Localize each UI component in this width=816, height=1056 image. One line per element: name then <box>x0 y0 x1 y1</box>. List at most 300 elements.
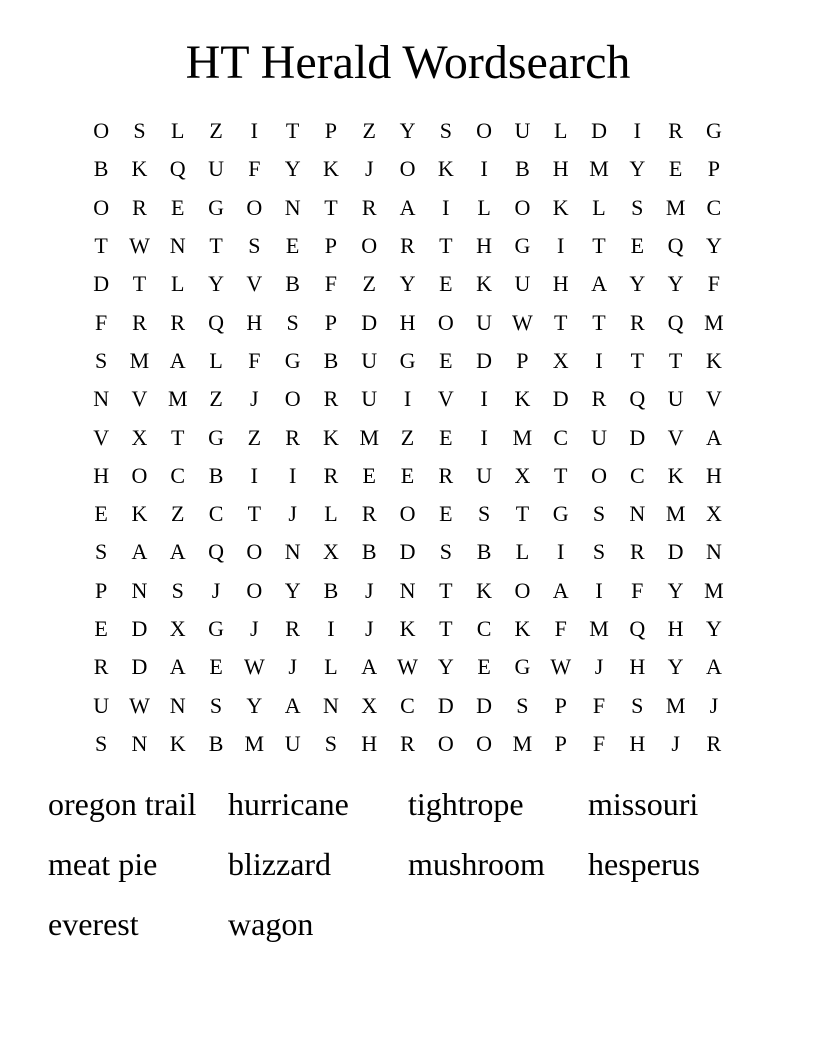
grid-letter: F <box>592 692 606 718</box>
grid-letter: I <box>557 233 565 259</box>
grid-letter: O <box>246 539 263 565</box>
grid-letter: E <box>439 271 453 297</box>
grid-letter: T <box>439 233 453 259</box>
grid-letter: M <box>167 386 188 412</box>
grid-letter: K <box>169 730 186 756</box>
grid-letter: N <box>629 501 646 527</box>
grid-row <box>82 457 734 495</box>
grid-row <box>82 342 734 380</box>
grid-letter: Z <box>209 386 223 412</box>
grid-letter: K <box>552 194 569 220</box>
grid-letter: W <box>397 654 418 680</box>
grid-letter: G <box>208 194 224 220</box>
grid-letter: U <box>591 424 607 450</box>
grid-letter: G <box>514 654 531 680</box>
grid-letter: E <box>630 233 645 259</box>
grid-letter: A <box>169 347 186 373</box>
grid-letter: O <box>93 118 110 144</box>
grid-letter: S <box>439 539 452 565</box>
grid-letter: S <box>286 309 299 335</box>
grid-letter: I <box>480 156 488 182</box>
word-list-item: missouri <box>588 786 699 822</box>
grid-letter: D <box>591 118 607 144</box>
grid-letter: U <box>476 309 493 335</box>
grid-letter: O <box>476 730 493 756</box>
grid-letter: R <box>361 501 377 527</box>
grid-letter: Y <box>705 233 722 259</box>
grid-letter: H <box>399 309 416 335</box>
grid-letter: I <box>288 462 297 488</box>
page-title: HT Herald Wordsearch <box>185 36 631 89</box>
grid-letter: Y <box>399 118 416 144</box>
grid-letter: T <box>439 616 453 641</box>
grid-letter: E <box>400 462 415 488</box>
grid-letter: F <box>707 271 721 297</box>
grid-letter: A <box>705 424 722 450</box>
grid-letter: T <box>553 309 568 335</box>
grid-letter: V <box>246 271 263 297</box>
grid-letter: D <box>667 539 684 565</box>
grid-letter: J <box>250 616 259 641</box>
grid-letter: J <box>709 692 719 718</box>
grid-letter: O <box>399 156 416 182</box>
grid-letter: B <box>208 462 224 488</box>
grid-letter: R <box>132 194 147 220</box>
word-list-item: mushroom <box>408 846 545 882</box>
grid-letter: X <box>169 616 186 641</box>
grid-letter: S <box>248 233 261 259</box>
grid-letter: P <box>554 730 567 756</box>
grid-letter: E <box>439 501 453 527</box>
grid-letter: S <box>324 730 338 756</box>
grid-letter: J <box>211 577 221 603</box>
grid-letter: R <box>400 233 415 259</box>
grid-letter: L <box>515 539 530 565</box>
grid-letter: E <box>439 347 453 373</box>
grid-letter: E <box>94 616 108 641</box>
grid-letter: H <box>629 654 646 680</box>
grid-letter: E <box>362 462 376 488</box>
grid-letter: N <box>399 577 416 603</box>
grid-letter: I <box>633 118 641 144</box>
grid-letter: J <box>364 156 374 182</box>
grid-letter: L <box>171 118 185 144</box>
grid-letter: R <box>361 194 377 220</box>
grid-letter: T <box>247 501 262 527</box>
grid-letter: S <box>439 118 452 144</box>
grid-letter: O <box>131 462 148 488</box>
grid-letter: P <box>324 233 338 259</box>
word-list-item: hurricane <box>228 786 349 822</box>
grid-letter: E <box>285 233 300 259</box>
grid-letter: Q <box>629 386 646 412</box>
grid-letter: H <box>629 730 646 756</box>
grid-letter: A <box>552 577 569 603</box>
grid-letter: L <box>209 347 223 373</box>
grid-letter: M <box>129 347 150 373</box>
grid-letter: E <box>94 501 108 527</box>
grid-letter: K <box>476 271 493 297</box>
grid-letter: J <box>288 501 297 527</box>
grid-letter: H <box>361 730 378 756</box>
grid-letter: H <box>552 271 569 297</box>
grid-letter: C <box>170 462 186 488</box>
grid-row <box>82 495 734 533</box>
grid-letter: P <box>95 577 108 603</box>
grid-letter: S <box>477 501 491 527</box>
grid-letter: U <box>93 692 110 718</box>
word-list-item: wagon <box>228 906 314 942</box>
grid-letter: R <box>591 386 607 412</box>
grid-letter: A <box>169 539 186 565</box>
grid-letter: K <box>705 347 722 373</box>
grid-letter: H <box>246 309 263 335</box>
grid-letter: Z <box>362 118 376 144</box>
grid-letter: G <box>514 233 531 259</box>
grid-letter: I <box>595 577 603 603</box>
grid-letter: N <box>93 386 110 412</box>
grid-letter: S <box>631 194 644 220</box>
grid-letter: M <box>704 309 724 335</box>
grid-letter: C <box>706 194 722 220</box>
grid-letter: R <box>285 616 300 641</box>
grid-letter: P <box>324 309 338 335</box>
grid-letter: R <box>93 654 109 680</box>
grid-letter: U <box>514 271 531 297</box>
grid-letter: O <box>514 577 531 603</box>
grid-letter: B <box>515 156 530 182</box>
grid-letter: M <box>512 424 533 450</box>
grid-row <box>82 112 734 150</box>
grid-letter: M <box>512 730 533 756</box>
grid-letter: K <box>514 616 531 641</box>
grid-letter: S <box>95 347 108 373</box>
grid-letter: J <box>250 386 259 412</box>
grid-letter: T <box>592 309 606 335</box>
grid-letter: I <box>327 616 335 641</box>
grid-letter: T <box>132 271 147 297</box>
grid-letter: W <box>129 233 150 259</box>
grid-letter: Y <box>284 156 301 182</box>
grid-letter: R <box>668 118 683 144</box>
word-list-item: meat pie <box>48 846 158 882</box>
grid-letter: F <box>248 156 261 182</box>
grid-letter: H <box>667 616 684 641</box>
word-list-item: tightrope <box>408 786 524 822</box>
grid-letter: N <box>284 539 301 565</box>
grid-row <box>82 265 734 303</box>
grid-letter: O <box>93 194 110 220</box>
grid-letter: S <box>631 692 644 718</box>
grid-letter: E <box>171 194 185 220</box>
grid-letter: Z <box>171 501 185 527</box>
grid-letter: E <box>477 654 491 680</box>
grid-letter: K <box>322 156 339 182</box>
grid-letter: D <box>131 616 148 641</box>
grid-letter: D <box>131 654 148 680</box>
grid-letter: Y <box>667 271 684 297</box>
grid-letter: S <box>95 730 108 756</box>
grid-letter: S <box>516 692 529 718</box>
grid-letter: Q <box>667 233 684 259</box>
word-list-item: hesperus <box>588 846 700 882</box>
grid-letter: X <box>705 501 722 527</box>
grid-letter: N <box>284 194 301 220</box>
grid-letter: B <box>476 539 492 565</box>
grid-letter: H <box>552 156 569 182</box>
grid-row <box>82 572 734 610</box>
grid-letter: C <box>208 501 224 527</box>
grid-letter: D <box>361 309 378 335</box>
grid-letter: F <box>554 616 567 641</box>
grid-letter: J <box>671 730 680 756</box>
grid-letter: S <box>133 118 146 144</box>
grid-letter: Q <box>629 616 646 641</box>
grid-letter: Y <box>667 577 684 603</box>
grid-row <box>82 150 734 188</box>
grid-letter: D <box>476 347 493 373</box>
grid-letter: L <box>477 194 491 220</box>
grid-letter: N <box>705 539 722 565</box>
grid-letter: G <box>208 424 224 450</box>
grid-letter: F <box>95 309 108 335</box>
grid-letter: J <box>288 654 297 680</box>
grid-letter: B <box>285 271 300 297</box>
grid-letter: K <box>322 424 339 450</box>
grid-letter: V <box>705 386 722 412</box>
grid-letter: R <box>629 539 645 565</box>
grid-letter: G <box>399 347 416 373</box>
grid-letter: O <box>246 577 263 603</box>
grid-letter: T <box>439 577 453 603</box>
grid-letter: K <box>131 501 148 527</box>
grid-letter: G <box>208 616 224 641</box>
grid-letter: Y <box>629 156 646 182</box>
grid-letter: T <box>630 347 645 373</box>
word-list-item: blizzard <box>228 846 332 882</box>
grid-letter: F <box>592 730 606 756</box>
grid-letter: Z <box>362 271 376 297</box>
grid-letter: Y <box>705 616 722 641</box>
grid-letter: N <box>322 692 339 718</box>
grid-letter: B <box>323 577 339 603</box>
grid-letter: V <box>437 386 454 412</box>
grid-letter: O <box>476 118 493 144</box>
grid-letter: P <box>516 347 529 373</box>
grid-letter: L <box>553 118 568 144</box>
grid-letter: T <box>209 233 223 259</box>
grid-row <box>82 725 734 763</box>
grid-letter: D <box>93 271 110 297</box>
grid-letter: T <box>515 501 530 527</box>
grid-letter: M <box>665 692 686 718</box>
grid-letter: S <box>592 501 606 527</box>
grid-letter: N <box>169 233 186 259</box>
word-list-item: oregon trail <box>48 786 197 822</box>
grid-letter: L <box>324 501 338 527</box>
word-list-item: everest <box>48 906 139 942</box>
grid-letter: R <box>323 386 339 412</box>
grid-letter: I <box>595 347 603 373</box>
grid-letter: M <box>589 156 609 182</box>
grid-letter: S <box>95 539 108 565</box>
grid-letter: M <box>589 616 609 641</box>
grid-letter: U <box>284 730 301 756</box>
grid-letter: Z <box>400 424 415 450</box>
letter-grid <box>82 112 734 763</box>
grid-row <box>82 227 734 265</box>
grid-letter: Y <box>667 654 684 680</box>
grid-letter: I <box>250 462 258 488</box>
grid-letter: M <box>665 194 686 220</box>
grid-row <box>82 418 734 456</box>
grid-letter: V <box>667 424 684 450</box>
grid-letter: A <box>361 654 378 680</box>
grid-letter: S <box>592 539 606 565</box>
grid-letter: V <box>93 424 110 450</box>
grid-letter: D <box>552 386 569 412</box>
grid-letter: O <box>246 194 263 220</box>
grid-letter: O <box>437 730 454 756</box>
grid-letter: Z <box>209 118 223 144</box>
grid-row <box>82 533 734 571</box>
grid-letter: J <box>364 616 374 641</box>
grid-letter: U <box>208 156 224 182</box>
grid-letter: L <box>592 194 606 220</box>
grid-letter: R <box>706 730 722 756</box>
grid-row <box>82 648 734 686</box>
grid-row <box>82 189 734 227</box>
grid-letter: T <box>592 233 606 259</box>
grid-letter: T <box>285 118 300 144</box>
grid-letter: U <box>476 462 493 488</box>
grid-letter: Q <box>169 156 186 182</box>
grid-letter: I <box>403 386 412 412</box>
grid-letter: A <box>169 654 186 680</box>
word-list <box>48 782 768 962</box>
grid-letter: D <box>476 692 493 718</box>
grid-letter: T <box>668 347 683 373</box>
grid-letter: K <box>399 616 416 641</box>
grid-letter: B <box>208 730 224 756</box>
grid-letter: H <box>705 462 722 488</box>
grid-letter: A <box>131 539 148 565</box>
grid-letter: Q <box>208 309 224 335</box>
grid-letter: D <box>399 539 416 565</box>
grid-letter: L <box>324 654 338 680</box>
grid-letter: R <box>285 424 300 450</box>
grid-letter: A <box>284 692 301 718</box>
grid-letter: C <box>400 692 415 718</box>
grid-letter: W <box>129 692 150 718</box>
grid-letter: O <box>361 233 378 259</box>
grid-letter: I <box>442 194 450 220</box>
grid-letter: G <box>552 501 569 527</box>
grid-letter: F <box>248 347 261 373</box>
grid-letter: T <box>94 233 108 259</box>
grid-letter: X <box>514 462 531 488</box>
grid-row <box>82 610 734 648</box>
grid-letter: E <box>209 654 223 680</box>
grid-letter: F <box>631 577 644 603</box>
grid-letter: K <box>476 577 493 603</box>
grid-letter: K <box>514 386 531 412</box>
grid-letter: S <box>209 692 223 718</box>
grid-letter: U <box>667 386 684 412</box>
grid-letter: Z <box>247 424 262 450</box>
grid-letter: I <box>480 424 488 450</box>
grid-letter: R <box>132 309 147 335</box>
grid-row <box>82 686 734 724</box>
grid-letter: O <box>399 501 416 527</box>
grid-letter: D <box>437 692 454 718</box>
grid-letter: T <box>171 424 185 450</box>
grid-letter: K <box>131 156 148 182</box>
grid-letter: R <box>170 309 186 335</box>
grid-letter: G <box>705 118 722 144</box>
grid-letter: Y <box>629 271 646 297</box>
grid-letter: P <box>324 118 338 144</box>
grid-letter: N <box>169 692 186 718</box>
grid-letter: P <box>707 156 721 182</box>
grid-letter: M <box>244 730 265 756</box>
grid-letter: M <box>704 577 724 603</box>
grid-letter: R <box>400 730 415 756</box>
grid-letter: Q <box>208 539 224 565</box>
grid-letter: U <box>361 347 378 373</box>
grid-letter: W <box>512 309 533 335</box>
grid-letter: J <box>364 577 374 603</box>
grid-letter: M <box>359 424 379 450</box>
grid-letter: C <box>553 424 569 450</box>
grid-letter: Q <box>667 309 684 335</box>
grid-row <box>82 303 734 341</box>
grid-letter: C <box>476 616 492 641</box>
grid-letter: D <box>629 424 646 450</box>
grid-letter: I <box>557 539 565 565</box>
grid-letter: O <box>514 194 531 220</box>
grid-letter: O <box>437 309 454 335</box>
grid-letter: V <box>131 386 148 412</box>
grid-letter: N <box>131 730 148 756</box>
grid-letter: A <box>399 194 416 220</box>
grid-letter: G <box>284 347 301 373</box>
grid-letter: A <box>591 271 607 297</box>
grid-letter: H <box>476 233 493 259</box>
grid-letter: Y <box>399 271 416 297</box>
grid-letter: B <box>323 347 339 373</box>
grid-letter: U <box>361 386 378 412</box>
grid-letter: M <box>665 501 686 527</box>
grid-letter: A <box>705 654 722 680</box>
grid-letter: L <box>171 271 185 297</box>
grid-letter: K <box>667 462 684 488</box>
grid-letter: Y <box>208 271 224 297</box>
grid-letter: C <box>629 462 645 488</box>
grid-letter: B <box>93 156 109 182</box>
grid-letter: I <box>480 386 488 412</box>
grid-letter: O <box>591 462 607 488</box>
grid-letter: Y <box>437 654 454 680</box>
grid-letter: K <box>437 156 454 182</box>
grid-letter: X <box>361 692 378 718</box>
grid-letter: X <box>552 347 569 373</box>
grid-letter: R <box>323 462 339 488</box>
grid-letter: R <box>438 462 454 488</box>
grid-letter: X <box>131 424 148 450</box>
grid-letter: R <box>629 309 645 335</box>
grid-letter: J <box>594 654 604 680</box>
